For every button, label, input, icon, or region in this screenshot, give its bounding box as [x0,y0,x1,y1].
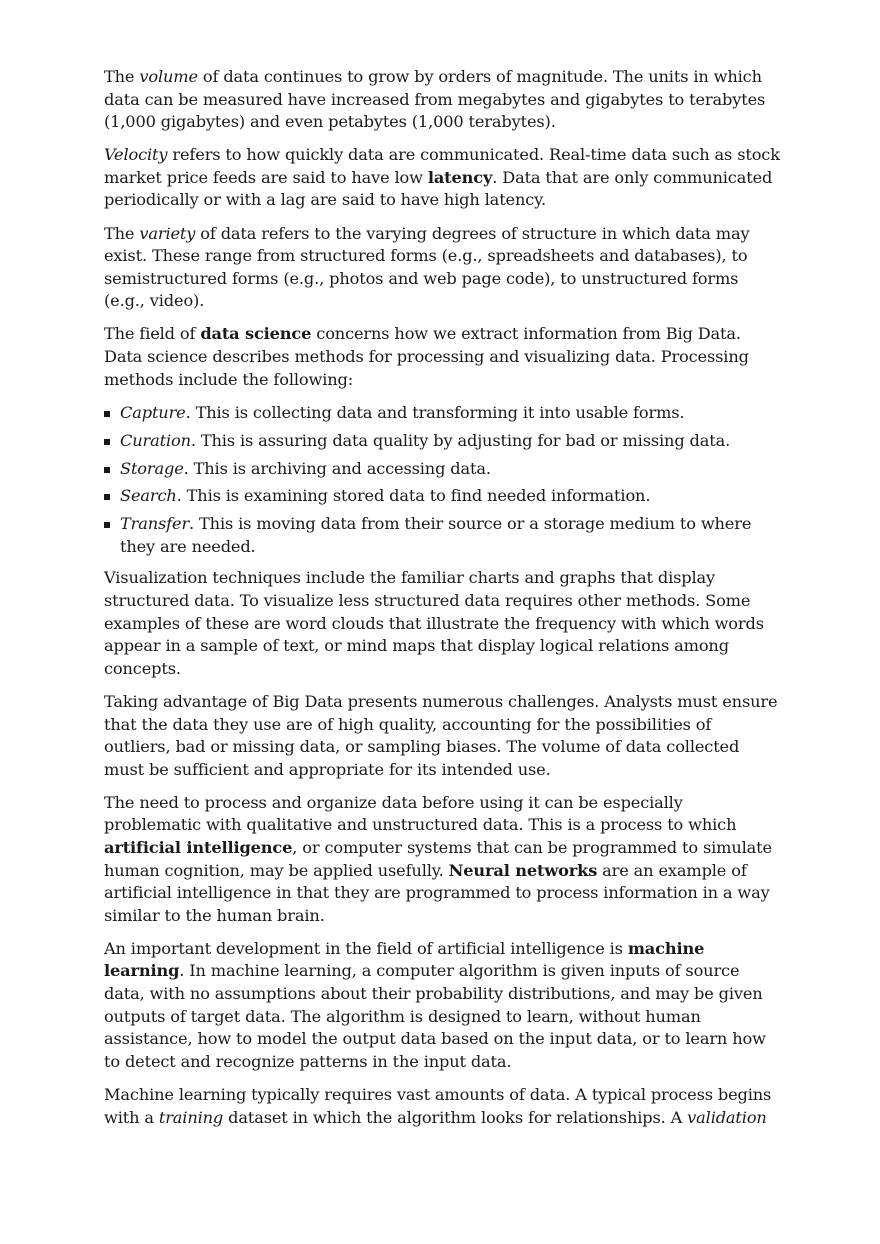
text-segment: The [104,223,140,243]
text-segment: , or computer systems that can be programmed to simulate human cognition, may be applied usefully. [104,838,772,880]
paragraph-data-science [104,323,780,391]
text-segment: are an example of artificial intelligence in that they are programmed to process information in a way similar to the human brain. [104,860,770,925]
text-segment: dataset in which the algorithm looks for relationships. A [223,1107,688,1127]
list-item-term: Capture [120,402,186,422]
text-segment: . Data that are only communicated periodically or with a lag are said to have high latency. [104,167,773,210]
list-item [104,458,780,481]
list-item-term: Curation [120,430,191,450]
text-segment: The field of [104,324,201,344]
text-segment: . In machine learning, a computer algorithm is given inputs of source data, with no assumptions about their probability distributions, and may be given outputs of target data. The algorithm is designed to learn, without human assistance, how to model the output data based on the input data, or to learn how to detect and recognize patterns in the input data. [104,961,766,1071]
text-segment: The [104,67,140,86]
document-page [104,66,780,1140]
list-item [104,485,780,508]
term-variety: variety [139,223,196,243]
term-training: training [158,1107,224,1127]
text-segment: concerns how we extract information from Big Data. Data science describes methods for processing and visualizing data. Processing methods include the following: [104,324,749,389]
list-item-term: Transfer [120,514,190,534]
list-item [104,513,780,558]
text-segment: of data refers to the varying degrees of structure in which data may exist. These range from structured forms (e.g., spreadsheets and databases), to semistructured forms (e.g., photos and web page code), to unstructured forms (e.g., video). [104,223,750,311]
square-bullet-icon [104,439,110,445]
square-bullet-icon [104,494,110,500]
text-segment: An important development in the field of artificial intelligence is [104,938,628,958]
list-item-text: . This is assuring data quality by adjusting for bad or missing data. [190,430,731,450]
list-item-text: . This is collecting data and transforming it into usable forms. [185,402,685,422]
list-item-text: . This is examining stored data to find needed information. [176,486,651,506]
paragraph-variety [104,223,780,313]
text-segment: The need to process and organize data before using it can be especially problematic with qualitative and unstructured data. This is a process to which [104,792,737,835]
paragraph-velocity [104,144,780,212]
term-latency: latency [427,167,493,187]
paragraph-volume [104,66,780,134]
paragraph-ml-data [104,1084,780,1129]
paragraph-visualization: Visualization techniques include the familiar charts and graphs that display structured data. To visualize less structured data requires other methods. Some examples of these are word clouds that illustrate the frequency with which words appear in a sample of text, or mind maps that display logical relations among concepts. [104,568,764,678]
text-segment: Machine learning typically requires vast amounts of data. A typical process begins with a [104,1084,772,1127]
list-item-term: Storage [120,458,184,478]
paragraph-machine-learning [104,938,780,1074]
list-item [104,402,780,425]
text-segment: of data continues to grow by orders of magnitude. The units in which data can be measured have increased from megabytes and gigabytes to terabytes (1,000 gigabytes) and even petabytes (1,000 terabytes). [104,67,766,132]
square-bullet-icon [104,467,110,473]
square-bullet-icon [104,522,110,528]
paragraph-artificial-intelligence [104,792,780,928]
list-item-text: . This is archiving and accessing data. [183,458,491,478]
paragraph-challenges: Taking advantage of Big Data presents numerous challenges. Analysts must ensure that the data they use are of high quality, accounting for the possibilities of outliers, bad or missing data, or sampling biases. The volume of data collected must be sufficient and appropriate for its intended use. [104,691,778,779]
term-validation: validation [687,1107,767,1127]
text-segment: refers to how quickly data are communicated. Real-time data such as stock market price feeds are said to have low [104,145,780,187]
term-machine-learning: machine learning [104,938,705,981]
term-artificial-intelligence: artificial intelligence [104,838,293,857]
processing-methods-list [104,402,780,559]
term-velocity: Velocity [104,145,168,165]
list-item-term: Search [120,486,177,506]
term-data-science: data science [200,324,312,344]
list-item [104,430,780,453]
term-volume: volume [139,67,198,86]
list-item-text: . This is moving data from their source or a storage medium to where they are needed. [120,514,752,556]
term-neural-networks: Neural networks [448,860,598,880]
square-bullet-icon [104,411,110,417]
